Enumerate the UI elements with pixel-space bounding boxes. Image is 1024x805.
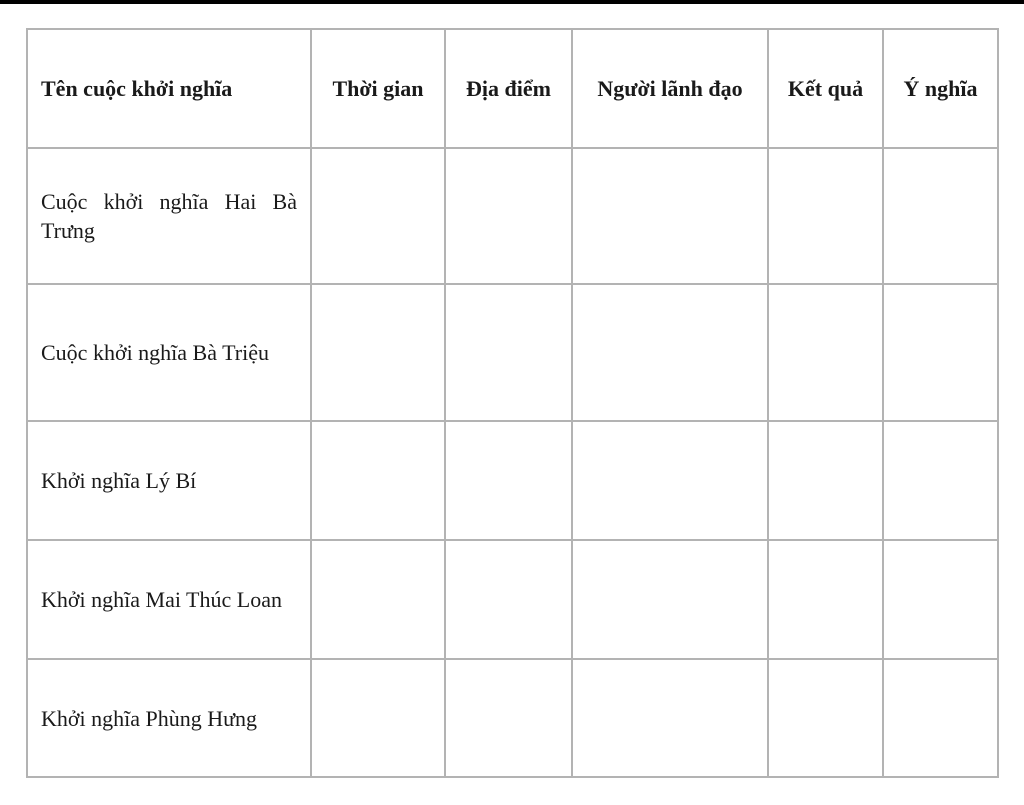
table-row: [27, 421, 998, 540]
time-cell[interactable]: [311, 148, 445, 284]
leader-cell[interactable]: [572, 421, 768, 540]
table-row: [27, 659, 998, 777]
table-row: [27, 284, 998, 421]
result-cell[interactable]: [768, 659, 883, 777]
time-cell[interactable]: [311, 421, 445, 540]
header-result: Kết quả: [768, 29, 883, 148]
header-row: [27, 29, 998, 148]
time-cell[interactable]: [311, 659, 445, 777]
header-location: Địa điểm: [445, 29, 572, 148]
time-cell[interactable]: [311, 540, 445, 659]
result-cell[interactable]: [768, 284, 883, 421]
header-leader: Người lãnh đạo: [572, 29, 768, 148]
significance-cell[interactable]: [883, 284, 998, 421]
row-uprising-name: Cuộc khởi nghĩa Bà Triệu: [27, 284, 311, 421]
result-cell[interactable]: [768, 540, 883, 659]
uprising-table: [26, 28, 999, 778]
location-cell[interactable]: [445, 659, 572, 777]
leader-cell[interactable]: [572, 284, 768, 421]
location-cell[interactable]: [445, 540, 572, 659]
row-uprising-name: Khởi nghĩa Mai Thúc Loan: [27, 540, 311, 659]
location-cell[interactable]: [445, 148, 572, 284]
leader-cell[interactable]: [572, 659, 768, 777]
header-time: Thời gian: [311, 29, 445, 148]
row-uprising-name: Khởi nghĩa Phùng Hưng: [27, 659, 311, 777]
location-cell[interactable]: [445, 284, 572, 421]
time-cell[interactable]: [311, 284, 445, 421]
table-row: [27, 148, 998, 284]
top-border-line: [0, 0, 1024, 4]
result-cell[interactable]: [768, 421, 883, 540]
leader-cell[interactable]: [572, 540, 768, 659]
leader-cell[interactable]: [572, 148, 768, 284]
result-cell[interactable]: [768, 148, 883, 284]
row-uprising-name: Khởi nghĩa Lý Bí: [27, 421, 311, 540]
row-uprising-name: Cuộc khởi nghĩa Hai Bà Trưng: [27, 148, 311, 284]
location-cell[interactable]: [445, 421, 572, 540]
significance-cell[interactable]: [883, 421, 998, 540]
table-row: [27, 540, 998, 659]
header-significance: Ý nghĩa: [883, 29, 998, 148]
significance-cell[interactable]: [883, 148, 998, 284]
significance-cell[interactable]: [883, 659, 998, 777]
significance-cell[interactable]: [883, 540, 998, 659]
header-uprising-name: Tên cuộc khởi nghĩa: [27, 29, 311, 148]
